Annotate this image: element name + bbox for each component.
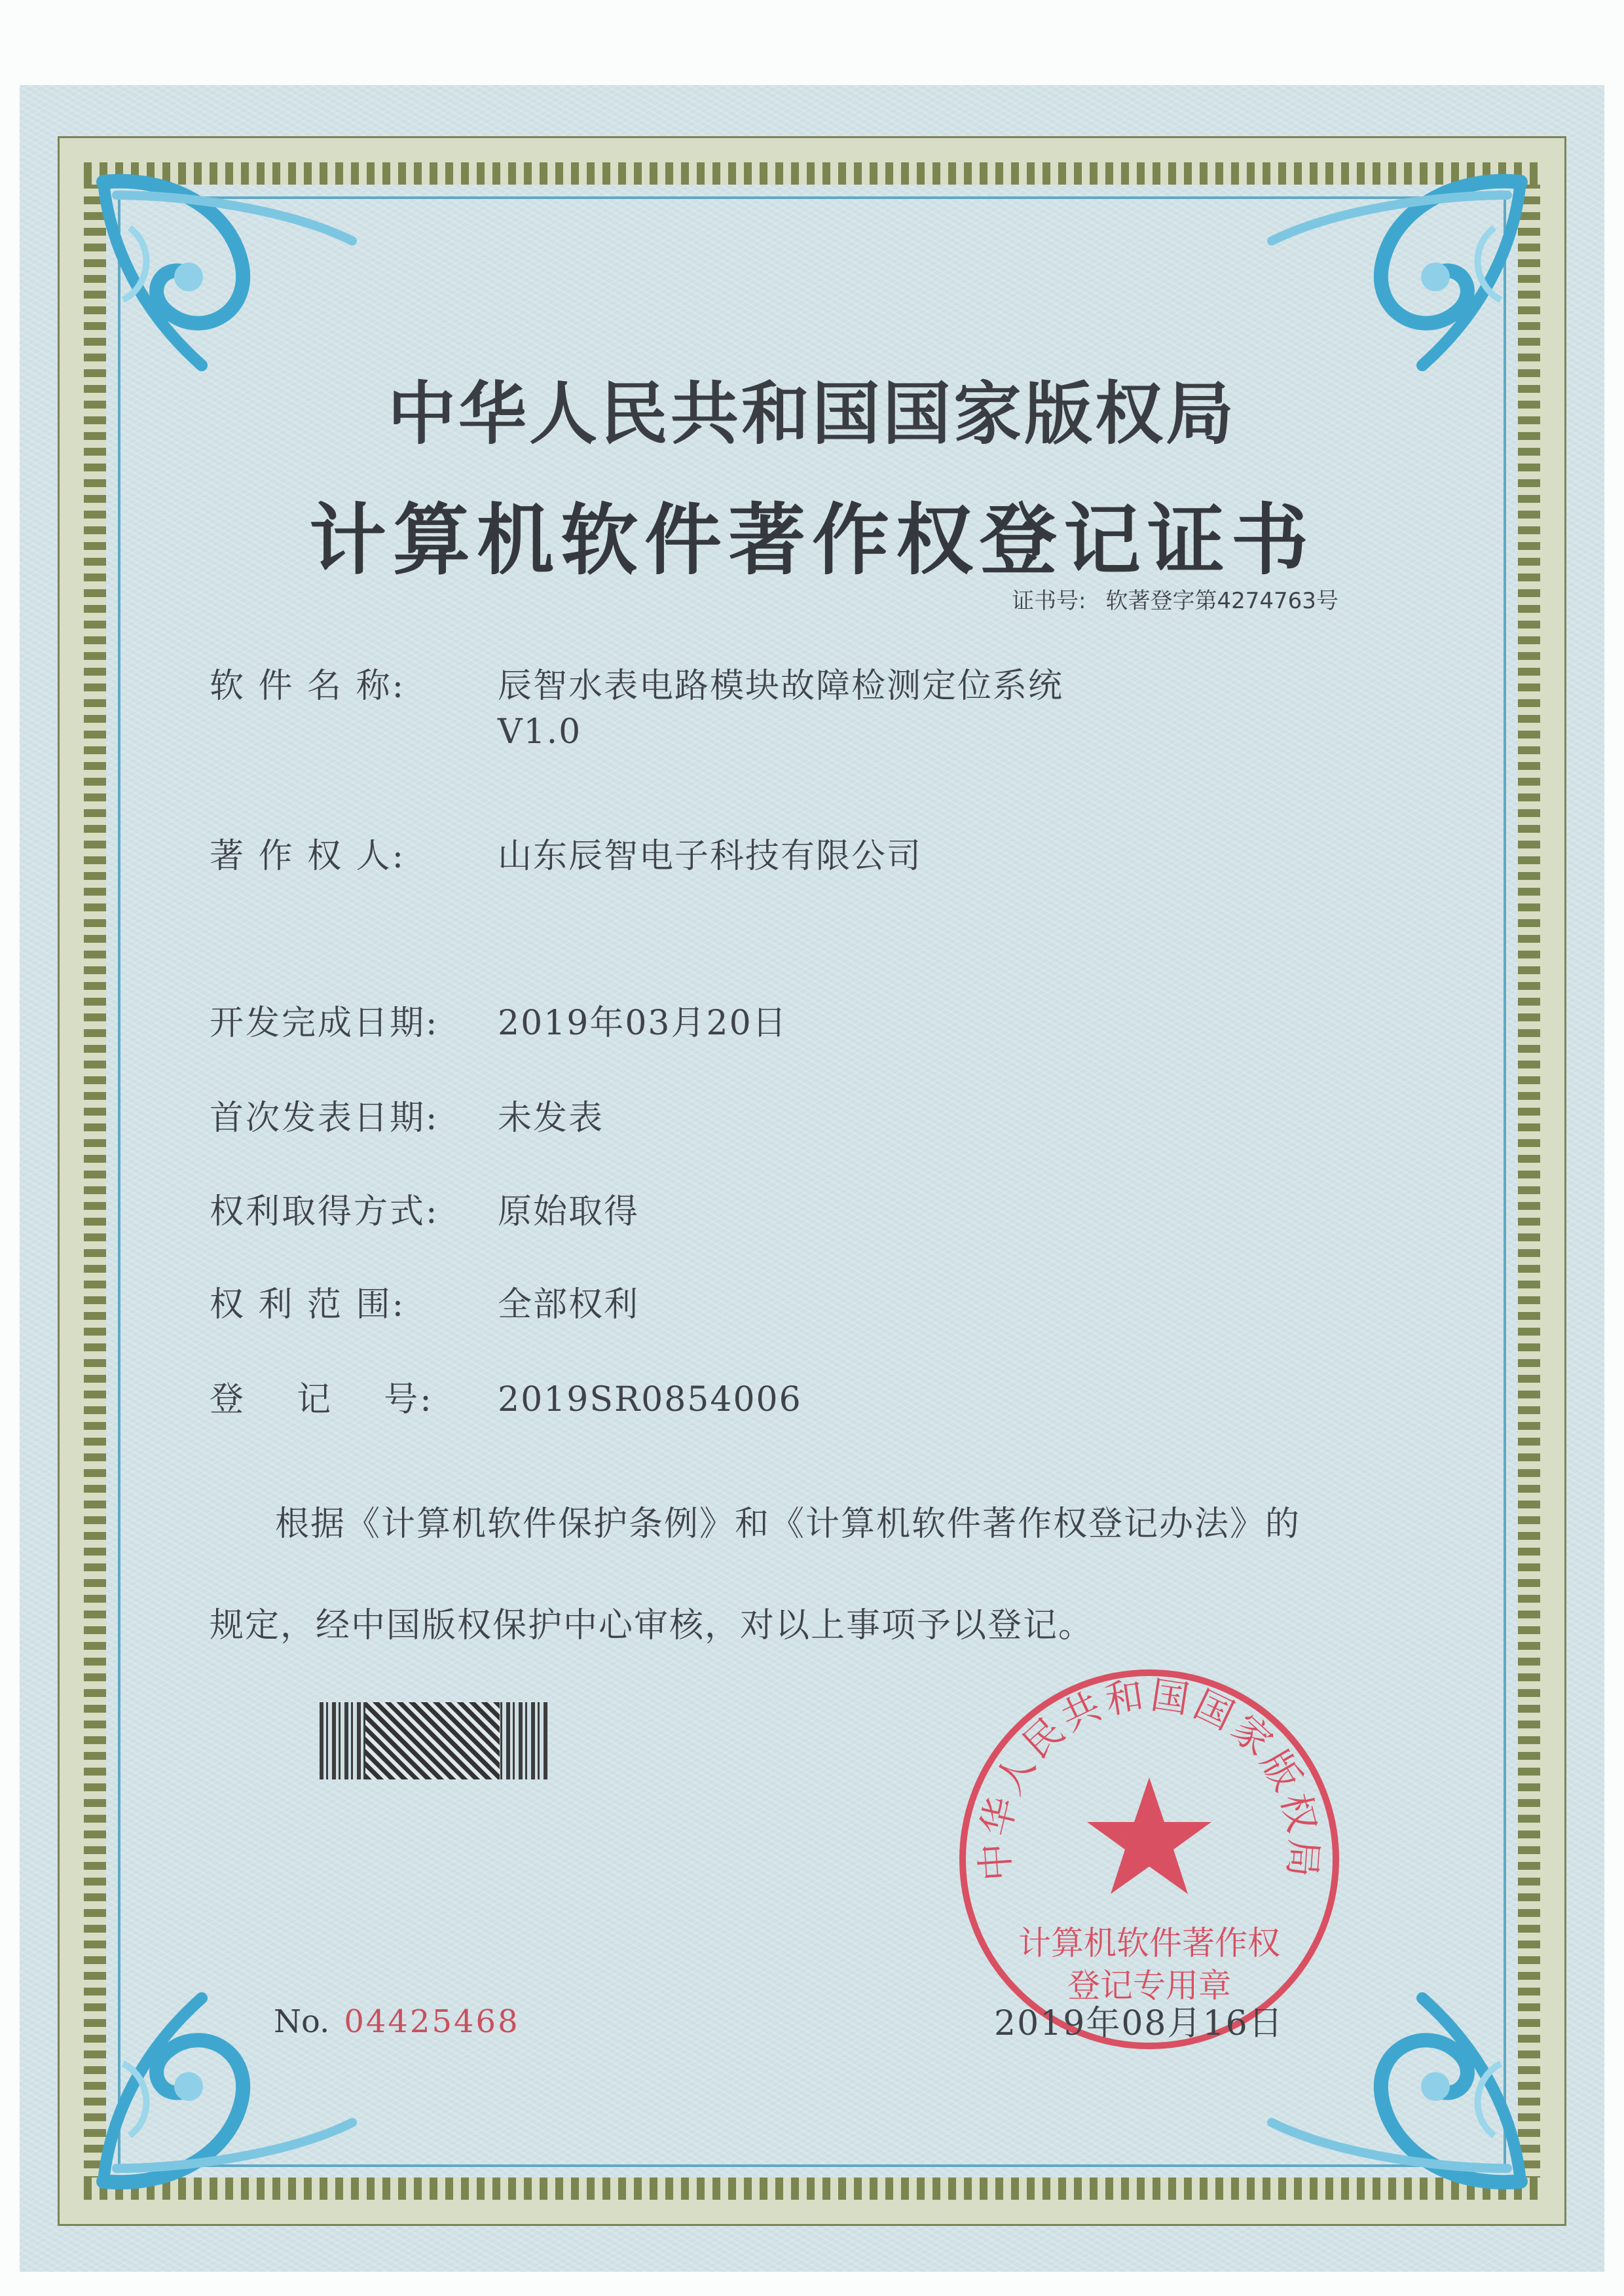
field-label: 首次发表日期: [210,1099,439,1138]
field-acquisition-method [210,1184,639,1233]
certificate-number-label: 证书号: [1012,588,1086,614]
field-label: 开发完成日期: [210,1004,439,1043]
barcode-icon [320,1702,549,1779]
field-value: 山东辰智电子科技有限公司 [498,837,923,876]
barcode-matrix [365,1702,500,1779]
seal-ring-text: 中华人民共和国国家版权局 [972,1672,1327,1883]
field-rights-scope [210,1277,639,1326]
statement-line-1: 根据《计算机软件保护条例》和《计算机软件著作权登记办法》的 [275,1504,1301,1544]
seal-line-1: 计算机软件著作权 [1018,1924,1280,1962]
field-value: 辰智水表电路模块故障检测定位系统 [498,666,1064,706]
serial-number [274,2003,520,2040]
statement-line-2: 规定，经中国版权保护中心审核，对以上事项予以登记。 [210,1606,1094,1645]
serial-prefix: No. [274,2003,330,2040]
field-label: 登 记 号: [210,1380,434,1419]
official-seal [953,1666,1346,2052]
field-label: 权利取得方式: [210,1192,439,1231]
field-completion-date [210,995,788,1044]
field-value: 未发表 [498,1099,604,1138]
field-value: 原始取得 [498,1192,640,1231]
serial-value: 04425468 [344,2003,520,2040]
field-registration-number [210,1372,802,1421]
field-value: 2019SR0854006 [498,1380,802,1419]
star-icon [1087,1777,1211,1894]
field-copyright-owner [210,828,922,877]
field-publication-date [210,1090,604,1139]
field-value-version: V1.0 [498,712,582,752]
field-value: 2019年03月20日 [498,1004,788,1043]
issuer-title: 中华人民共和国国家版权局 [387,374,1236,454]
seal-line-2: 登记专用章 [1067,1967,1231,2005]
field-software-name [210,658,1063,752]
certificate-number-value: 软著登字第4274763号 [1105,588,1338,614]
corner-scroll-icon [1252,169,1534,385]
certificate-number [1012,583,1338,615]
corner-scroll-icon [90,169,372,385]
field-value: 全部权利 [498,1285,640,1324]
field-label: 权 利 范 围: [210,1285,406,1324]
issue-date: 2019年08月16日 [994,2004,1284,2043]
field-label: 软 件 名 称: [210,666,406,706]
field-label: 著 作 权 人: [210,837,406,876]
certificate-title: 计算机软件著作权登记证书 [308,495,1315,585]
